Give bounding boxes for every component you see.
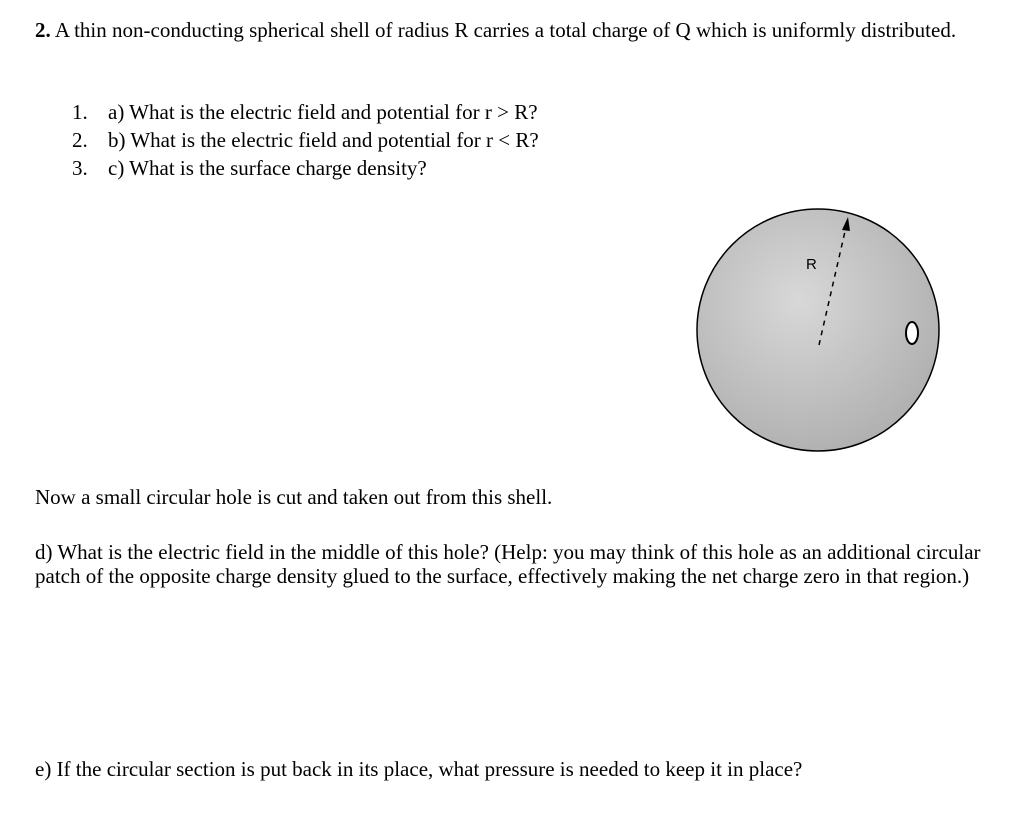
list-item-number: 3. bbox=[72, 156, 88, 180]
list-item bbox=[72, 154, 539, 182]
sub-question-list bbox=[72, 98, 539, 182]
list-item-text: c) What is the surface charge density? bbox=[108, 156, 427, 180]
hole-statement: Now a small circular hole is cut and taken out from this shell. bbox=[35, 485, 553, 509]
question-e: e) If the circular section is put back in its place, what pressure is needed to keep it in place? bbox=[35, 757, 803, 781]
radius-label: R bbox=[806, 256, 817, 273]
shell-sphere bbox=[697, 209, 939, 451]
list-item-text: a) What is the electric field and potential for r > R? bbox=[108, 100, 538, 124]
problem-number: 2. bbox=[35, 18, 51, 42]
problem-text: A thin non-conducting spherical shell of radius R carries a total charge of Q which is uniformly distributed. bbox=[54, 18, 957, 42]
problem-statement bbox=[35, 18, 995, 42]
list-item bbox=[72, 126, 539, 154]
hole-in-shell bbox=[906, 322, 918, 344]
list-item-text: b) What is the electric field and potential for r < R? bbox=[108, 128, 539, 152]
shell-diagram bbox=[690, 205, 950, 460]
list-item-number: 1. bbox=[72, 100, 88, 124]
spherical-shell-figure bbox=[690, 205, 950, 460]
list-item bbox=[72, 98, 539, 126]
question-d: d) What is the electric field in the middle of this hole? (Help: you may think of this hole as an additional circular patch of the opposite charge density glued to the surface, effectively making the net charge zero in that region.) bbox=[35, 540, 981, 588]
list-item-number: 2. bbox=[72, 128, 88, 152]
